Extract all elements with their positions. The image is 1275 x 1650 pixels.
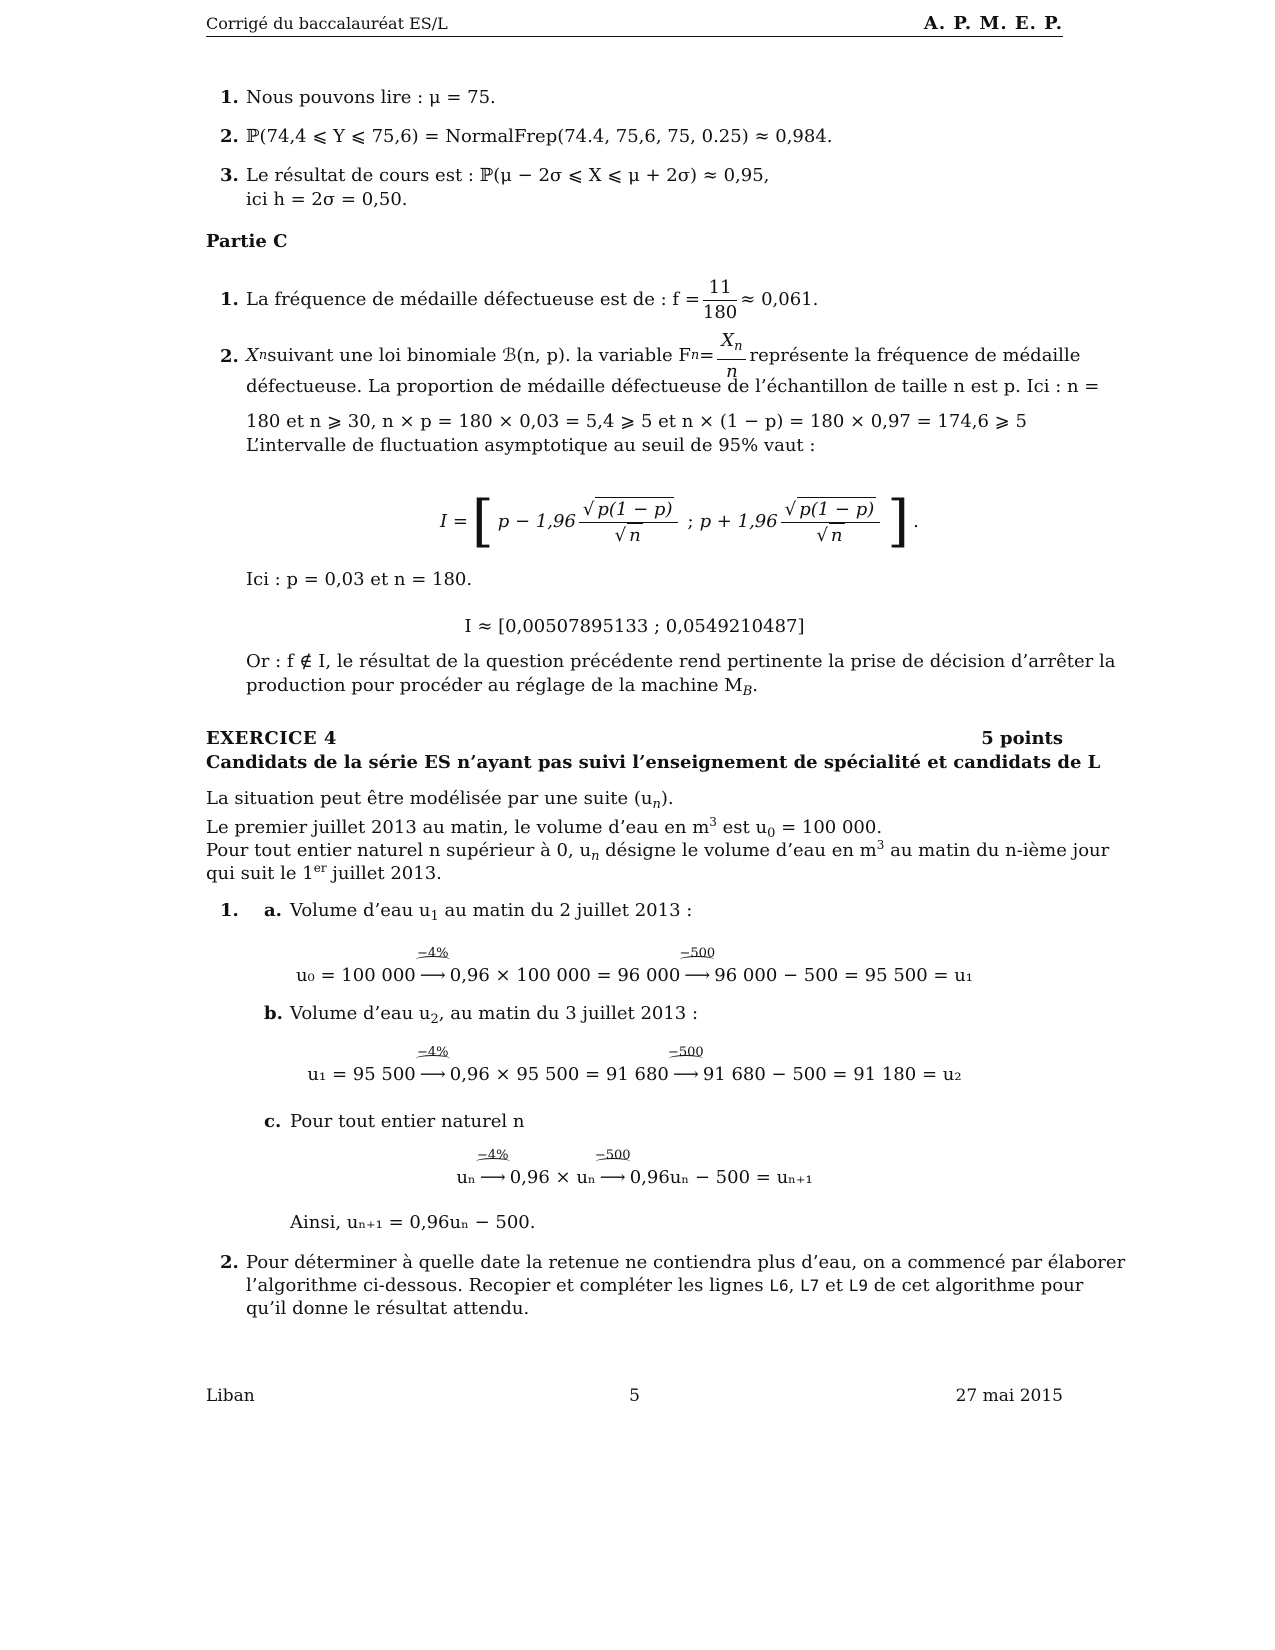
item-number: 1. bbox=[220, 289, 239, 310]
paragraph-line bbox=[246, 1274, 1083, 1298]
intro-text: au matin du n-ième jour bbox=[884, 840, 1110, 861]
paragraph-line: 180 et n ⩾ 30, n × p = 180 × 0,03 = 5,4 ⩾ 5 et n × (1 − p) = 180 × 0,97 = 174,6 ⩾ 5 bbox=[246, 411, 1027, 432]
footer-left: Liban bbox=[206, 1386, 255, 1406]
arrow-step: −4% ⟶ bbox=[416, 964, 450, 988]
paragraph-line: défectueuse. La proportion de médaille défectueuse de l’échantillon de taille n est p. Ici : n = bbox=[246, 376, 1100, 397]
equation-c bbox=[206, 1148, 1063, 1190]
page-number: 5 bbox=[629, 1386, 640, 1406]
fraction-denominator: 180 bbox=[702, 301, 738, 323]
eq-part: 0,96 × uₙ bbox=[509, 1167, 596, 1188]
sqrt-fraction-right: $\frac{√ p(1 - p)}{√ n}$ bbox=[781, 497, 881, 548]
interval-approx: I ≈ [0,00507895133 ; 0,0549210487] bbox=[464, 616, 805, 637]
page-footer bbox=[206, 1384, 1063, 1408]
interval-left-term: p − 1,96 bbox=[497, 511, 576, 532]
var-x: X bbox=[246, 345, 259, 366]
item-number: 2. bbox=[220, 126, 239, 147]
fraction-numerator: X bbox=[721, 329, 735, 351]
page-header bbox=[206, 12, 1063, 37]
equation-a bbox=[206, 946, 1063, 988]
fraction bbox=[703, 276, 737, 325]
sub-item-label: b. bbox=[264, 1003, 283, 1024]
item-text-continued: ici h = 2σ = 0,50. bbox=[246, 189, 408, 210]
arrow-step: −500 ⟶ bbox=[669, 1063, 703, 1087]
frequency-result: ≈ 0,061. bbox=[740, 289, 819, 310]
arrow-label: −500 bbox=[667, 1045, 704, 1060]
conclusion-text: production pour procéder au réglage de la machine M bbox=[246, 675, 743, 696]
fraction-numerator: 11 bbox=[703, 276, 737, 301]
arrow-step: −4% ⟶ bbox=[416, 1063, 450, 1087]
header-left: Corrigé du baccalauréat ES/L bbox=[206, 14, 448, 33]
intro-line: La situation peut être modélisée par une suite $(u_n)$. bbox=[206, 788, 674, 812]
sqrt-fraction-left: $\frac{√ p(1 - p)}{√ n}$ bbox=[579, 497, 679, 548]
arrow-label: −4% bbox=[416, 946, 449, 961]
arrow-label: −4% bbox=[476, 1148, 509, 1163]
intro-line bbox=[206, 856, 442, 886]
eq-part: 0,96 × 100 000 = 96 000 bbox=[449, 965, 681, 986]
item-number: 1. bbox=[220, 900, 239, 921]
binomial-text: suivant une loi binomiale ℬ(n, p). la variable F bbox=[267, 345, 691, 366]
section-title: Partie C bbox=[206, 231, 288, 252]
intro-text: ). bbox=[660, 788, 674, 809]
item-number: 1. bbox=[220, 87, 239, 108]
exercise-points: 5 points bbox=[981, 728, 1063, 749]
sqrt-numerator: p(1 − p) bbox=[799, 498, 875, 520]
intro-text: est u bbox=[716, 817, 768, 838]
interval-end: . bbox=[913, 511, 919, 532]
text: au matin du 2 juillet 2013 : bbox=[438, 900, 693, 921]
superscript: er bbox=[313, 861, 327, 875]
code-ref: L7 bbox=[800, 1276, 820, 1295]
paragraph-line: qu’il donne le résultat attendu. bbox=[246, 1298, 530, 1319]
subscript: B bbox=[742, 684, 753, 699]
text: l’algorithme ci-dessous. Recopier et compléter les lignes bbox=[246, 1275, 770, 1296]
frequency-text: La fréquence de médaille défectueuse est de : f = bbox=[246, 289, 700, 310]
item-number: 3. bbox=[220, 165, 239, 186]
arrow-step: −500 ⟶ bbox=[680, 964, 714, 988]
intro-text: La situation peut être modélisée par une suite (u bbox=[206, 788, 653, 809]
intro-text: désigne le volume d’eau en m bbox=[599, 840, 877, 861]
intro-line: Le premier juillet 2013 au matin, le volume d’eau en $m^3$ est $u_0 = 100$ 000. bbox=[206, 815, 883, 841]
eq-part: 0,96uₙ − 500 = uₙ₊₁ bbox=[629, 1167, 813, 1188]
sub-item-text: Volume d’eau $u_2$, au matin du 3 juillet 2013 : bbox=[290, 1003, 699, 1027]
paragraph-line bbox=[246, 674, 758, 704]
sub-item-label: c. bbox=[264, 1111, 282, 1132]
fraction-denominator: n bbox=[726, 360, 738, 382]
arrow-step: −4% ⟶ bbox=[476, 1166, 510, 1190]
paragraph-line: Ici : p = 0,03 et n = 180. bbox=[246, 569, 473, 590]
fraction-xn-n: $\frac{X_n}{n}$ bbox=[717, 329, 746, 384]
sub-item-text: Pour tout entier naturel n bbox=[290, 1111, 525, 1132]
text: Volume d’eau u bbox=[290, 900, 431, 921]
arrow-step: −500 ⟶ bbox=[596, 1166, 630, 1190]
intro-text: juillet 2013. bbox=[326, 863, 442, 884]
sub-item-text: Volume d’eau $u_1$ au matin du 2 juillet 2013 : bbox=[290, 900, 693, 924]
arrow-label: −500 bbox=[679, 946, 716, 961]
text: Volume d’eau u bbox=[290, 1003, 431, 1024]
item-number: 2. bbox=[220, 1252, 239, 1273]
item-text: Le résultat de cours est : ℙ(μ − 2σ ⩽ X ⩽ μ + 2σ) ≈ 0,95, bbox=[246, 165, 770, 186]
interval-separator: ; bbox=[687, 511, 694, 532]
conclusion-line: Ainsi, uₙ₊₁ = 0,96uₙ − 500. bbox=[290, 1212, 536, 1233]
eq-part: 0,96 × 95 500 = 91 680 bbox=[449, 1064, 669, 1085]
intro-line: Pour tout entier naturel n supérieur à 0, $u_n$ désigne le volume d’eau en $m^3$ au matin du n-ième jour bbox=[206, 838, 1110, 864]
paragraph-line: Or : f ∉ I, le résultat de la question précédente rend pertinente la prise de décision d’arrêter la bbox=[246, 651, 1116, 672]
period: . bbox=[752, 675, 759, 696]
eq-part: u₀ = 100 000 bbox=[295, 965, 416, 986]
text: de cet algorithme pour bbox=[867, 1275, 1084, 1296]
item-number: 2. bbox=[220, 346, 239, 367]
paragraph-line: Pour déterminer à quelle date la retenue ne contiendra plus d’eau, on a commencé par élaborer bbox=[246, 1252, 1126, 1273]
interval-formula bbox=[440, 490, 919, 554]
equals: = bbox=[699, 345, 715, 366]
sqrt-numerator: p(1 − p) bbox=[597, 498, 673, 520]
binomial-line: X n suivant une loi binomiale ℬ(n, p). la variable F n = $\frac{X_n}{n}$ représente la fréquence de médaille bbox=[246, 329, 1081, 382]
page bbox=[206, 0, 1126, 1650]
intro-text: = 100 000. bbox=[775, 817, 883, 838]
exercise-subtitle: Candidats de la série ES n’ayant pas suivi l’enseignement de spécialité et candidats de L bbox=[206, 752, 1101, 773]
eq-part: u₁ = 95 500 bbox=[307, 1064, 416, 1085]
eq-part: 91 680 − 500 = 91 180 = u₂ bbox=[702, 1064, 962, 1085]
binomial-text-end: représente la fréquence de médaille bbox=[749, 345, 1081, 366]
sqrt-denominator: n bbox=[830, 524, 843, 546]
right-bracket: ] bbox=[887, 489, 910, 554]
left-bracket: [ bbox=[471, 489, 494, 554]
code-ref: L9 bbox=[848, 1276, 868, 1295]
header-right: A. P. M. E. P. bbox=[923, 13, 1063, 34]
item-text: Nous pouvons lire : μ = 75. bbox=[246, 87, 496, 108]
equation-b bbox=[206, 1045, 1063, 1087]
text: , au matin du 3 juillet 2013 : bbox=[438, 1003, 699, 1024]
interval-right-term: p + 1,96 bbox=[699, 511, 778, 532]
text: , bbox=[788, 1275, 801, 1296]
intro-text: qui suit le 1 bbox=[206, 863, 314, 884]
paragraph-line: L’intervalle de fluctuation asymptotique au seuil de 95% vaut : bbox=[246, 435, 816, 456]
exercise-title: EXERCICE 4 bbox=[206, 728, 337, 749]
sqrt-denominator: n bbox=[629, 524, 641, 546]
code-ref: L6 bbox=[769, 1276, 789, 1295]
eq-part: uₙ bbox=[456, 1167, 476, 1188]
item-text: ℙ(74,4 ⩽ Y ⩽ 75,6) = NormalFrep(74.4, 75,6, 75, 0.25) ≈ 0,984. bbox=[246, 126, 833, 147]
eq-part: 96 000 − 500 = 95 500 = u₁ bbox=[714, 965, 974, 986]
footer-right: 27 mai 2015 bbox=[955, 1386, 1063, 1406]
arrow-label: −500 bbox=[594, 1148, 631, 1163]
intro-text: Le premier juillet 2013 au matin, le volume d’eau en m bbox=[206, 817, 710, 838]
text: et bbox=[819, 1275, 849, 1296]
intro-text: Pour tout entier naturel n supérieur à 0, u bbox=[206, 840, 592, 861]
sub-item-label: a. bbox=[264, 900, 282, 921]
frequency-line bbox=[246, 274, 818, 326]
interval-label: I = bbox=[440, 511, 468, 532]
arrow-label: −4% bbox=[416, 1045, 449, 1060]
